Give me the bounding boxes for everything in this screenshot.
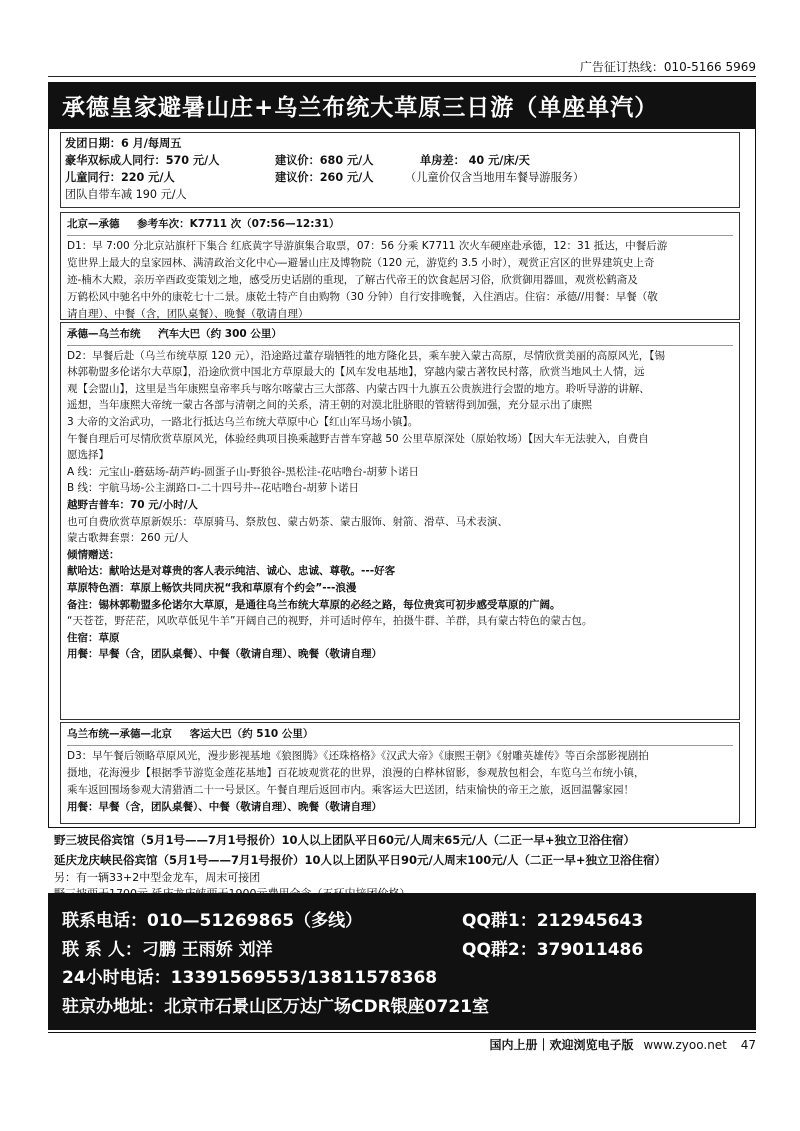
office-address: 驻京办地址：北京市石景山区万达广场CDR银座0721室 [62,996,489,1017]
offer-note: 另：有一辆33+2中型金龙车，周末可接团 [54,871,261,884]
footer-divider [48,1032,756,1033]
hotel-offers [48,830,756,890]
day2-line: A 线：元宝山-蘑菇场-葫芦屿-圆蛋子山-野狼谷-黑松洼-花咕噜台-胡萝卜诺日 [67,465,420,478]
day3-line: D3：早午餐后领略草原风光，漫步影视基地《狼图腾》《还珠格格》《汉武大帝》《康熙王朝》《射雕英雄传》等百余部影视剧拍 [67,750,649,762]
contact-panel [48,893,756,1030]
day2-bus: 汽车大巴（约 300 公里） [158,328,282,340]
ad-hotline: 广告征订热线：010-5166 5969 [579,60,756,74]
group-discount: 团队自带车减 190 元/人 [65,188,187,201]
day1-line: D1：早 7:00 分北京站旗杆下集合 红底黄字导游旗集合取票，07：56 分乘 K7711 次火车硬座赴承德，12：31 抵达，中餐后游 [67,240,668,252]
day2-line: 午餐自理后可尽情欣赏草原风光，体验经典项目换乘越野吉普车穿越 50 公里草原深处（原始牧场）【因大车无法驶入，自费自 [67,432,649,445]
divider [67,745,733,746]
day3-line: 摄地，花海漫步【根据季节游览金莲花基地】百花坡观赏花的世界，浪漫的白桦林留影，参观敖包相会，车览乌兰布统小镇， [67,767,645,779]
day2-line: 蒙古歌舞套票：260 元/人 [67,532,189,545]
hotel-offer: 延庆龙庆峡民俗宾馆（5月1号——7月1号报价）10人以上团队平日90元/人周末100元/人（二正一早+独立卫浴住宿） [54,853,667,867]
contact-phone: 联系电话：010—51269865（多线） [62,911,363,931]
day3-line: 乘车返回围场参观大清猎酒二十一号景区。午餐自理后返回市内。乘客运大巴送团，结束愉快的帝王之旅，返回温馨家园！ [67,784,634,796]
day1-line: 迹-楠木大殿，亲历辛酉政变策划之地，感受历史话剧的重现，了解古代帝王的饮食起居习俗，欣赏御用器皿，观赏松鹤斋及 [67,274,638,286]
day3-line: 用餐：早餐（含，团队桌餐）、中餐（敬请自理）、晚餐（敬请自理） [67,801,382,813]
day3-section [60,722,740,824]
day1-line: 览世界上最大的皇家园林、满清政治文化中心—避暑山庄及博物院（120 元，游览约 3.5 小时），观赏正宫区的世界建筑史上奇 [67,257,655,269]
depart-date: 发团日期：6 月/每周五 [65,137,182,150]
qq-group-2: QQ群2：379011486 [462,939,644,960]
tour-title: 承德皇家避暑山庄+乌兰布统大草原三日游（单座单汽） [48,82,756,128]
contact-person: 联 系 人：刁鹏 王雨娇 刘洋 [62,939,273,960]
divider [67,345,733,346]
day2-line: 住宿：草原 [67,631,120,644]
day1-route: 北京—承德 [67,218,120,230]
day3-route: 乌兰布统—承德—北京 [67,728,172,740]
day1-line: 万鹤松风中驰名中外的康乾七十二景。康乾土特产自由购物（30 分钟）自行安排晚餐，入住酒店。住宿：承德//用餐：早餐（敬 [67,291,658,303]
footer-section: 国内上册｜欢迎浏览电子版 [489,1038,634,1052]
day2-line: 林郭勒盟多伦诺尔大草原】，沿途欣赏中国北方草原最大的【风车发电基地】，穿越内蒙古著牧民村落，欣赏当地风土人情，远 [67,366,645,379]
day2-line: 遥想，当年康熙大帝统一蒙古各部与清朝之间的关系，清王朝的对漠北肚脐眼的管辖得到加强，充分显示出了康熙 [67,399,592,412]
child-suggested: 建议价：260 元/人 [275,171,374,184]
hotel-offer: 野三坡民俗宾馆（5月1号——7月1号报价）10人以上团队平日60元/人周末65元/人（二正一早+独立卫浴住宿） [54,833,636,847]
day2-line: 也可自费欣赏草原新娱乐：草原骑马、祭敖包、蒙古奶茶、蒙古服饰、射箭、滑草、马术表演、 [67,515,508,528]
header-divider [48,76,756,77]
single-room: 单房差： 40 元/床/天 [420,154,530,167]
day2-line: 献哈达：献哈达是对尊贵的客人表示纯洁、诚心、忠诚、尊敬。---好客 [67,565,396,578]
day2-line: 倾情赠送： [67,548,120,561]
hotline-24h: 24小时电话：13391569553/13811578368 [62,968,438,988]
day2-line: 3 大帝的文治武功，一路北行抵达乌兰布统大草原中心【红山军马场小镇】。 [67,415,419,428]
day3-bus: 客运大巴（约 510 公里） [189,728,314,740]
day2-line: “天苍苍，野茫茫，风吹草低见牛羊”开阔自己的视野，并可适时停车，拍摄牛群、羊群，具有蒙古特色的蒙古包。 [67,615,593,628]
day1-section [60,212,740,320]
footer-site[interactable]: www.zyoo.net [643,1038,727,1052]
day1-line: 请自理）、中餐（含，团队桌餐）、晚餐（敬请自理） [67,308,309,320]
day1-train: 参考车次：K7711 次（07:56—12:31） [137,218,340,230]
day2-line: B 线：宇航马场-公主湖路口-二十四号井--花咕噜台-胡萝卜诺日 [67,482,359,495]
day2-line: 越野吉普车：70 元/小时/人 [67,498,198,511]
divider [67,235,733,236]
qq-group-1: QQ群1：212945643 [462,911,644,931]
child-price: 儿童同行：220 元/人 [65,171,175,184]
child-note: （儿童价仅含当地用车餐导游服务） [405,171,585,184]
day2-line: 备注：锡林郭勒盟多伦诺尔大草原，是通往乌兰布统大草原的必经之路，每位贵宾可初步感受草原的广阔。 [67,598,561,611]
day2-section [60,322,740,720]
day2-line: 用餐：早餐（含，团队桌餐）、中餐（敬请自理）、晚餐（敬请自理） [67,648,382,661]
page-footer [490,1036,757,1053]
day2-route: 承德—乌兰布统 [67,328,141,340]
price-info-box [60,132,740,208]
day2-line: 草原特色酒：草原上畅饮共同庆祝“我和草原有个约会”---浪漫 [67,581,357,594]
day2-line: D2：早餐后赴（乌兰布统草原 120 元），沿途路过董存瑞牺牲的地方隆化县，乘车驶入蒙古高原，尽情欣赏美丽的高原风光，【锡 [67,349,665,362]
page-number: 47 [740,1038,756,1052]
adult-suggested: 建议价：680 元/人 [275,154,374,167]
day2-line: 观【会盟山】，这里是当年康熙皇帝率兵与喀尔喀蒙古三大部落、内蒙古四十九旗五公贵族进行会盟的地方。聆听导游的讲解、 [67,382,650,395]
adult-price: 豪华双标成人同行：570 元/人 [65,154,220,167]
day2-line: 愿选择】 [67,449,109,462]
